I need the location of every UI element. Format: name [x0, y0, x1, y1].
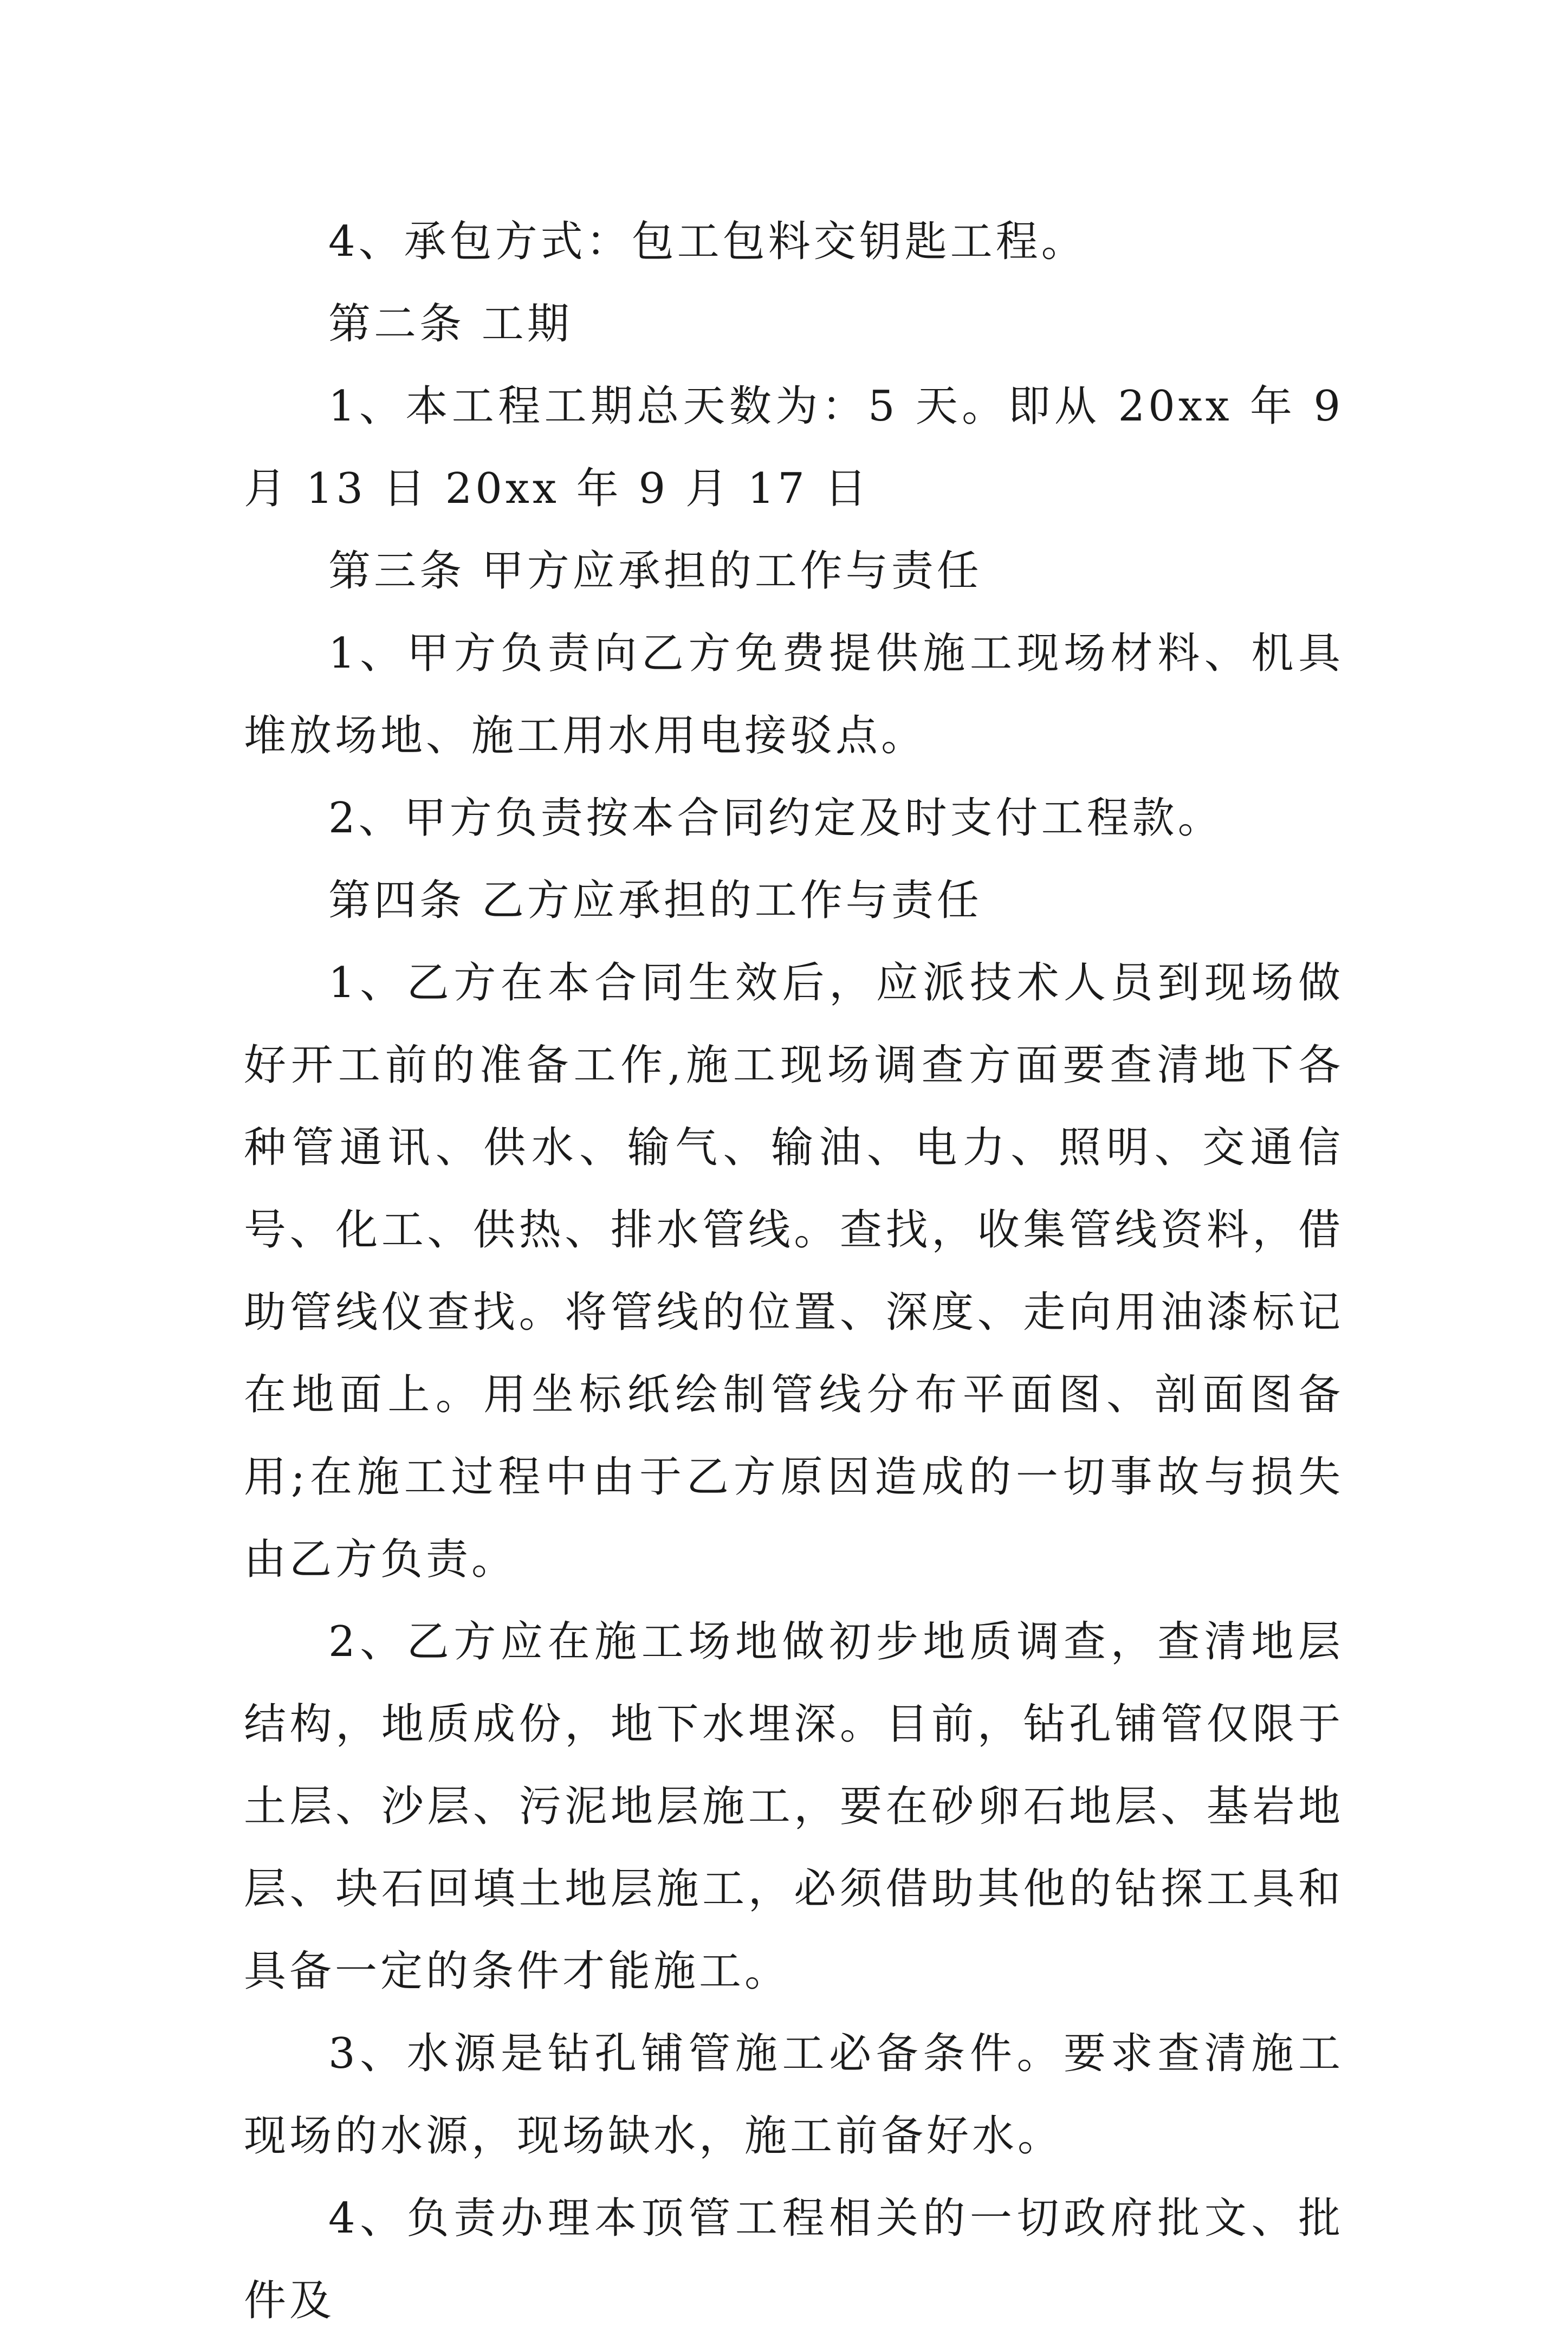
paragraph-contract-method: 4、承包方式：包工包料交钥匙工程。 [328, 217, 1087, 266]
heading-article-3-party-a: 第三条 甲方应承担的工作与责任 [328, 547, 982, 596]
paragraph-party-b-item-2: 2、乙方应在施工场地做初步地质调查，查清地层结构，地质成份，地下水埋深。目前，钻孔铺管仅限于土层、沙层、污泥地层施工，要在砂卵石地层、基岩地层、块石回填土地层施工，必须借助其他的钻探工具和具备一定的条件才能施工。 [244, 1618, 1344, 1996]
document-body [244, 200, 1344, 2342]
paragraph-party-b-item-4: 4、负责办理本顶管工程相关的一切政府批文、批件及 [244, 2194, 1344, 2325]
paragraph-party-a-item-2: 2、甲方负责按本合同约定及时支付工程款。 [328, 794, 1223, 843]
paragraph-schedule-duration: 1、本工程工期总天数为：5 天。即从 20xx 年 9 月 13 日 20xx 年 9 月 17 日 [244, 382, 1344, 513]
heading-article-2-schedule: 第二条 工期 [328, 300, 573, 348]
heading-article-4-party-b: 第四条 乙方应承担的工作与责任 [328, 876, 982, 925]
paragraph-party-b-item-1: 1、乙方在本合同生效后，应派技术人员到现场做好开工前的准备工作,施工现场调查方面要查清地下各种管通讯、供水、输气、输油、电力、照明、交通信号、化工、供热、排水管线。查找，收集管线资料，借助管线仪查找。将管线的位置、深度、走向用油漆标记在地面上。用坐标纸绘制管线分布平面图、剖面图备用;在施工过程中由于乙方原因造成的一切事故与损失由乙方负责。 [244, 959, 1344, 1584]
paragraph-party-a-item-1: 1、甲方负责向乙方免费提供施工现场材料、机具堆放场地、施工用水用电接驳点。 [244, 629, 1344, 760]
paragraph-party-b-item-3: 3、水源是钻孔铺管施工必备条件。要求查清施工现场的水源，现场缺水，施工前备好水。 [244, 2029, 1344, 2160]
